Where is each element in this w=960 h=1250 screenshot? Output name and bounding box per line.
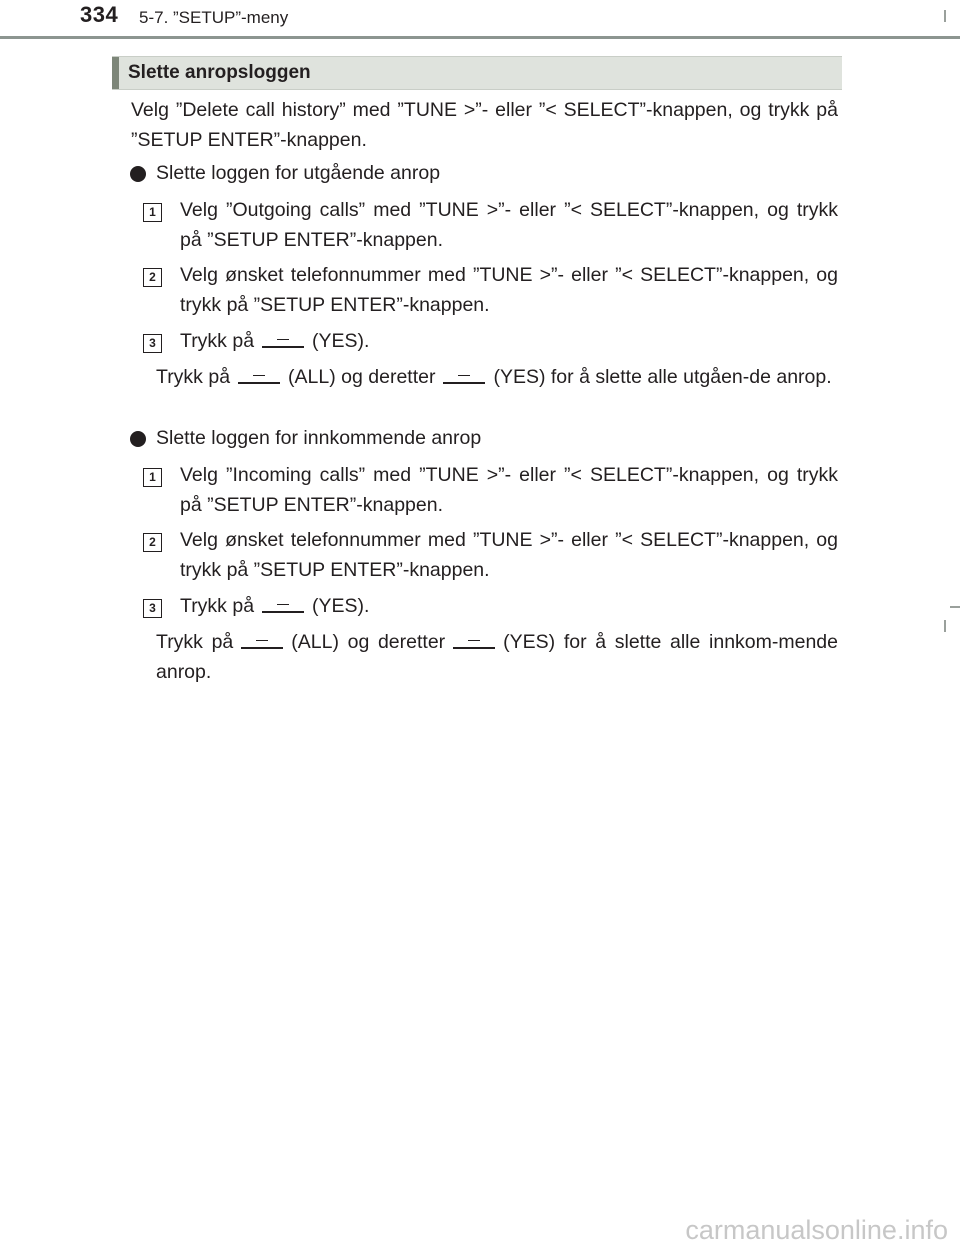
step-number: 1 — [143, 468, 162, 487]
section-breadcrumb: 5-7. ”SETUP”-meny — [139, 8, 289, 27]
incoming-step-2: Velg ønsket telefonnummer med ”TUNE >”- eller ”< SELECT”-knappen, og trykk på ”SETUP ENTER”-knappen. — [180, 529, 838, 581]
section-accent — [112, 57, 119, 89]
screen-button-icon — [453, 637, 495, 649]
outgoing-step-3 — [180, 327, 838, 357]
step-text: Trykk på — [180, 330, 255, 352]
outgoing-step-2: Velg ønsket telefonnummer med ”TUNE >”- eller ”< SELECT”-knappen, og trykk på ”SETUP ENTER”-knappen. — [180, 264, 838, 316]
screen-button-icon — [262, 601, 304, 613]
intro-paragraph: Velg ”Delete call history” med ”TUNE >”- eller ”< SELECT”-knappen, og trykk på ”SETUP ENTER”-knappen. — [131, 99, 838, 151]
bullet-icon — [130, 166, 146, 182]
bullet-icon — [130, 431, 146, 447]
step-number: 3 — [143, 599, 162, 618]
screen-button-icon — [241, 637, 283, 649]
watermark: carmanualsonline.info — [685, 1215, 948, 1245]
step-text: (YES). — [312, 595, 370, 617]
incoming-note — [156, 628, 838, 687]
note-text: (YES) for å slette alle utgåen-de anrop. — [493, 366, 832, 388]
step-number: 2 — [143, 268, 162, 287]
screen-button-icon — [238, 372, 280, 384]
outgoing-step-1: Velg ”Outgoing calls” med ”TUNE >”- eller ”< SELECT”-knappen, og trykk på ”SETUP ENTER”-knappen. — [180, 199, 838, 251]
screen-button-icon — [443, 372, 485, 384]
step-text: Trykk på — [180, 595, 255, 617]
screen-button-icon — [262, 336, 304, 348]
note-text: Trykk på — [156, 631, 234, 653]
edge-mark — [944, 10, 946, 22]
step-number: 2 — [143, 533, 162, 552]
incoming-heading: Slette loggen for innkommende anrop — [156, 427, 482, 449]
edge-mark — [950, 606, 960, 608]
note-text: (ALL) og deretter — [288, 366, 436, 388]
section-title: Slette anropsloggen — [128, 62, 311, 83]
incoming-step-1: Velg ”Incoming calls” med ”TUNE >”- eller ”< SELECT”-knappen, og trykk på ”SETUP ENTER”-knappen. — [180, 464, 838, 516]
incoming-step-3 — [180, 592, 838, 622]
step-number: 1 — [143, 203, 162, 222]
section-title-bar — [112, 56, 842, 90]
step-number: 3 — [143, 334, 162, 353]
edge-mark — [944, 620, 946, 632]
header-rule — [0, 36, 960, 39]
outgoing-heading: Slette loggen for utgående anrop — [156, 162, 441, 184]
note-text: (YES) for å slette alle innkom-mende anrop. — [156, 631, 838, 683]
note-text: (ALL) og deretter — [291, 631, 446, 653]
page-number: 334 — [80, 2, 119, 27]
step-text: (YES). — [312, 330, 370, 352]
outgoing-note — [156, 363, 838, 393]
note-text: Trykk på — [156, 366, 231, 388]
